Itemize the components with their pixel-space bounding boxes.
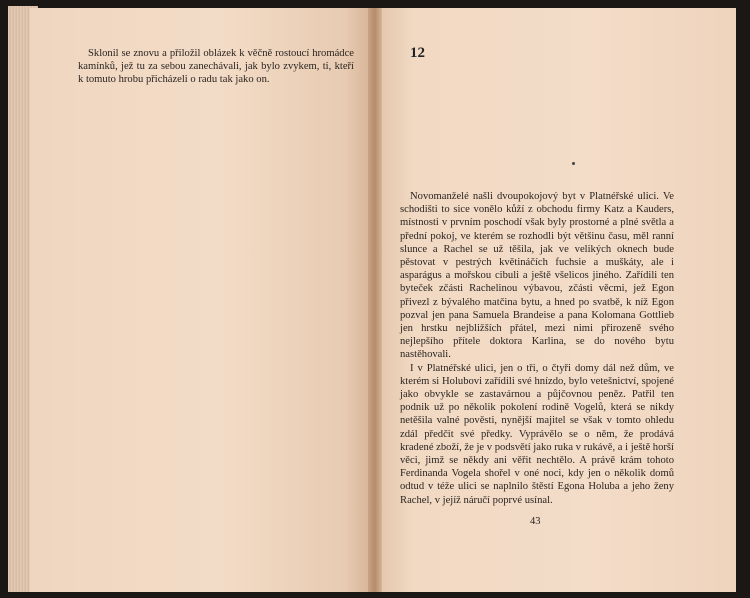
page-number: 43	[530, 516, 541, 527]
section-ornament	[572, 162, 575, 165]
paragraph: I v Platnéřské ulici, jen o tři, o čtyři domy dál než dům, ve kterém si Holubovi zařídili své hnízdo, bylo vetešnictví, spojené jako obvykle se zastavárnou a půjčovnou peněz. Patřil ten podnik už po několik pokolení rodině Vogelů, která se nikdy netěšila valné pověsti, nynější majitel se však v tomto ohledu zdál předčit své předky. Vyprávělo se o něm, že prodává kradené zboží, že je v podsvětí jako ruka v rukávě, a i ještě horší věci, jimž se někdy ani věřit nechtělo. A právě krám tohoto Ferdinanda Vogela shořel v oné noci, kdy jen o několik domů odtud v téže ulici se naplnilo štěstí Egona Holuba a jeho ženy Rachel, v jejíž náručí poprvé usínal.	[400, 362, 674, 506]
paragraph: Sklonil se znovu a přiložil oblázek k věčně rostoucí hromádce kamínků, jež tu za sebou zanechávali, jak bylo zvykem, ti, kteří k tomuto hrobu přicházeli o radu tak jako on.	[78, 48, 354, 86]
left-page	[30, 8, 372, 592]
left-page-text	[78, 47, 354, 87]
right-page-text	[400, 190, 674, 507]
chapter-number: 12	[410, 45, 425, 61]
book-gutter	[368, 8, 382, 592]
paragraph: Novomanželé našli dvoupokojový byt v Platnéřské ulici. Ve schodišti to sice vonělo kůží z obchodu firmy Katz a Kauders, místnosti v prvním poschodí však byly prostorné a plné světla a přední pokoj, ve kterém se rozhodli být většinu času, měl ranní slunce a Rachel se už těšila, jak ve velikých oknech bude pěstovat v pestrých květináčích fuchsie a muškáty, ale i asparágus a mořskou cibuli a ještě všelicos jiného. Zařídili ten byteček zčásti Rachelinou výbavou, zčásti věcmi, jež Egon přivezl z bývalého matčina bytu, a hned po svatbě, k níž Egon pozval jen pana Samuela Brandeise a pana Kolomana Gottlieb jen hrstku nejbližších přátel, mezi nimi přirozeně svého nejlepšího přítele doktora Karlina, se do nového bytu nastěhovali.	[400, 191, 674, 361]
